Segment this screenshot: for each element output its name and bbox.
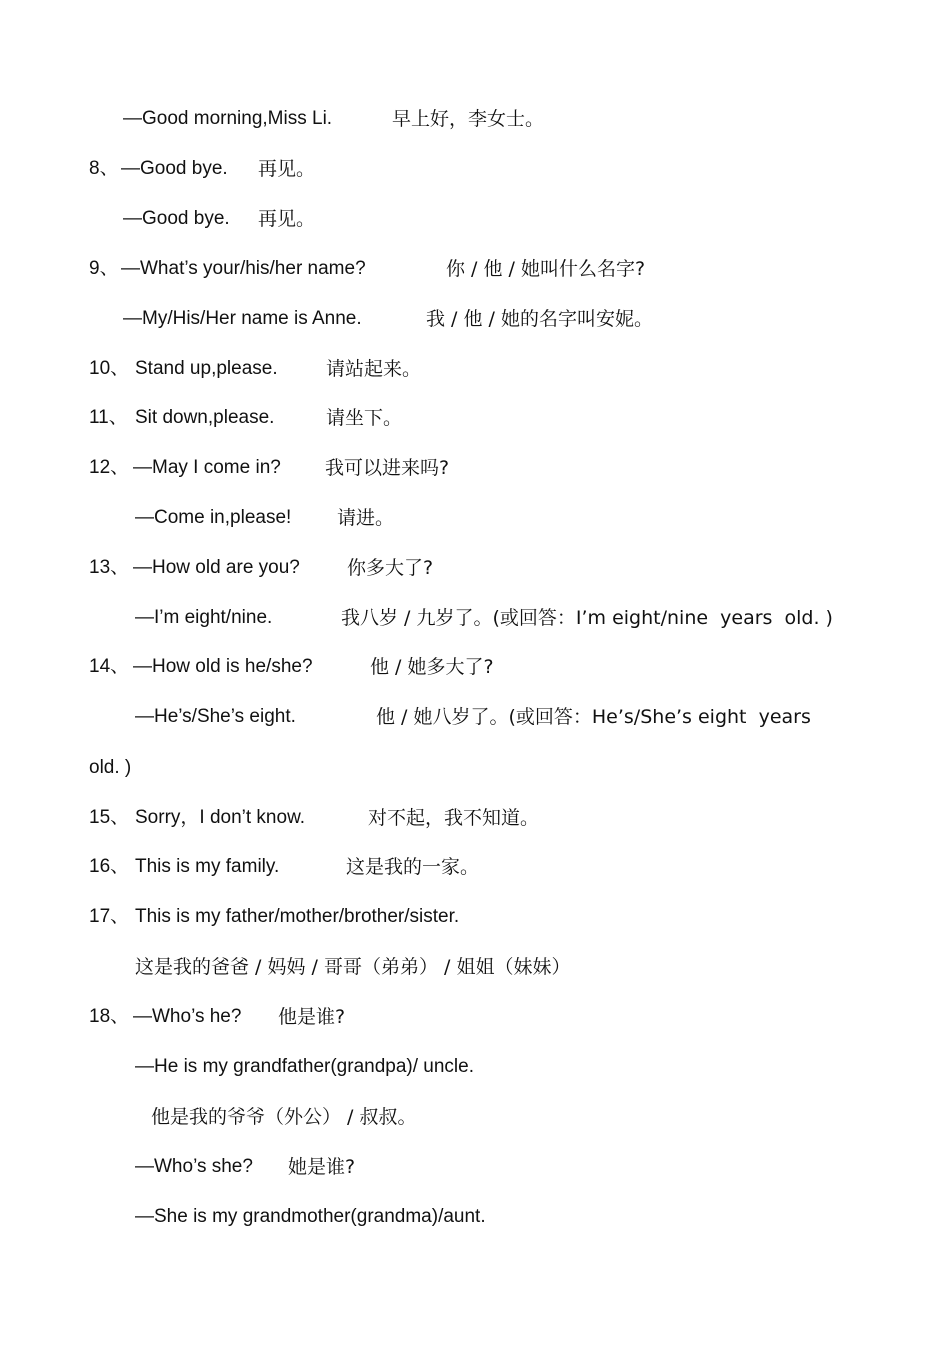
document-line <box>0 905 950 955</box>
document-line <box>0 556 950 606</box>
chinese-text: 他是我的爷爷（外公） / 叔叔。 <box>151 1106 417 1128</box>
document-line <box>0 655 950 705</box>
line-number: 17、 <box>89 906 130 927</box>
line-number: 11、 <box>89 407 128 428</box>
line-number: 18、 <box>89 1006 130 1027</box>
english-text: —Good morning,Miss Li. <box>123 108 333 129</box>
english-text: —Good bye. <box>123 208 230 229</box>
english-text: —Come in,please! <box>135 507 292 528</box>
english-text: old. ) <box>89 757 132 778</box>
english-text: This is my family. <box>135 856 280 877</box>
english-text: —How old are you? <box>133 557 300 578</box>
line-number: 15、 <box>89 807 130 828</box>
english-text: —Good bye. <box>121 158 228 179</box>
chinese-text: 这是我的一家。 <box>346 856 480 878</box>
document-line <box>0 307 950 357</box>
chinese-text: 你 / 他 / 她叫什么名字? <box>446 258 646 280</box>
document-line <box>0 756 950 806</box>
line-number: 9、 <box>89 258 119 279</box>
document-line <box>0 1205 950 1255</box>
line-number: 14、 <box>89 656 130 677</box>
chinese-text: 再见。 <box>258 158 316 180</box>
line-number: 8、 <box>89 158 119 179</box>
chinese-text: 早上好，李女士。 <box>392 108 545 130</box>
english-text: —My/His/Her name is Anne. <box>123 308 362 329</box>
document-line <box>0 1155 950 1205</box>
line-number: 13、 <box>89 557 130 578</box>
english-text: This is my father/mother/brother/sister. <box>135 906 460 927</box>
chinese-text: 他 / 她八岁了。(或回答：He’s/She’s eight years <box>376 706 811 728</box>
english-text: —He is my grandfather(grandpa)/ uncle. <box>135 1056 474 1077</box>
chinese-text: 他是谁? <box>278 1006 346 1028</box>
document-line <box>0 606 950 656</box>
document-line <box>0 705 950 755</box>
document-line <box>0 1055 950 1105</box>
chinese-text: 我八岁 / 九岁了。(或回答：I’m eight/nine years old. ) <box>341 607 833 629</box>
document-line <box>0 855 950 905</box>
chinese-text: 请进。 <box>337 507 395 529</box>
document-line <box>0 806 950 856</box>
document-line <box>0 357 950 407</box>
english-text: —Who’s she? <box>135 1156 253 1177</box>
chinese-text: 她是谁? <box>288 1156 356 1178</box>
chinese-text: 这是我的爸爸 / 妈妈 / 哥哥（弟弟） / 姐姐（妹妹） <box>135 956 571 978</box>
chinese-text: 对不起，我不知道。 <box>368 807 540 829</box>
document-line <box>0 157 950 207</box>
english-text: —I’m eight/nine. <box>135 607 273 628</box>
english-text: Stand up,please. <box>135 358 278 379</box>
chinese-text: 我可以进来吗? <box>325 457 450 479</box>
document-line <box>0 955 950 1005</box>
document-line <box>0 456 950 506</box>
document-line <box>0 207 950 257</box>
english-text: —Who’s he? <box>133 1006 242 1027</box>
chinese-text: 你多大了? <box>347 557 434 579</box>
english-text: —How old is he/she? <box>133 656 313 677</box>
english-text: —May I come in? <box>133 457 281 478</box>
english-text: —She is my grandmother(grandma)/aunt. <box>135 1206 486 1227</box>
line-number: 10、 <box>89 358 130 379</box>
document-line <box>0 1005 950 1055</box>
document-line <box>0 257 950 307</box>
english-text: Sorry，I don’t know. <box>135 807 306 828</box>
chinese-text: 我 / 他 / 她的名字叫安妮。 <box>426 308 653 330</box>
english-text: —What’s your/his/her name? <box>121 258 366 279</box>
document-line <box>0 406 950 456</box>
chinese-text: 他 / 她多大了? <box>370 656 494 678</box>
line-number: 16、 <box>89 856 130 877</box>
english-text: —He’s/She’s eight. <box>135 706 296 727</box>
document-line <box>0 107 950 157</box>
chinese-text: 请站起来。 <box>326 358 422 380</box>
document-line <box>0 1105 950 1155</box>
line-number: 12、 <box>89 457 130 478</box>
chinese-text: 请坐下。 <box>326 407 403 429</box>
english-text: Sit down,please. <box>135 407 275 428</box>
chinese-text: 再见。 <box>258 208 316 230</box>
document-line <box>0 506 950 556</box>
